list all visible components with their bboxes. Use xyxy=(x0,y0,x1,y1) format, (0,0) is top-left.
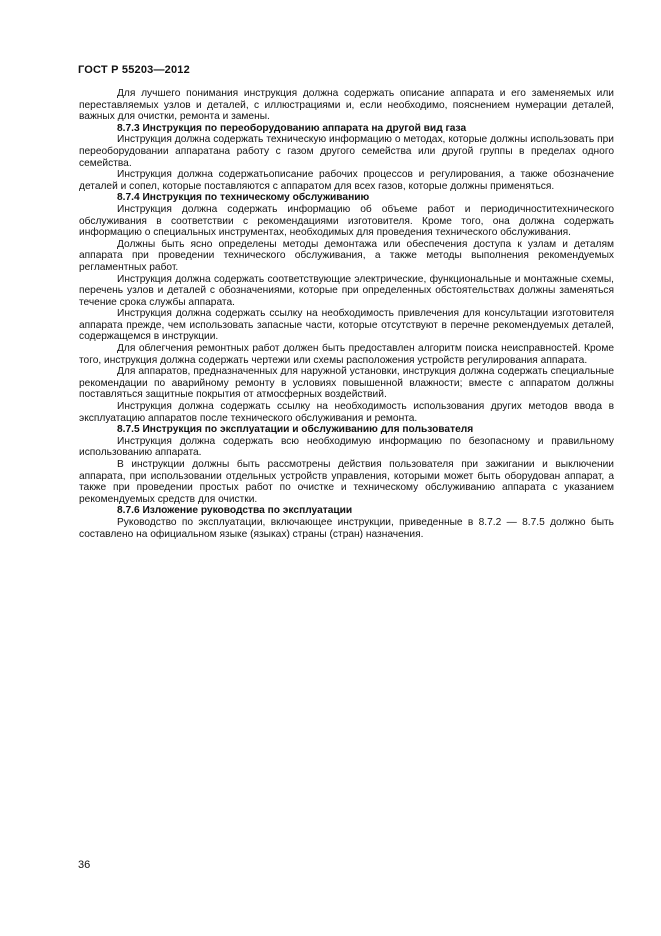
paragraph: Для лучшего понимания инструкция должна содержать описание аппарата и его заменяемых или переставляемых узлов и деталей, с иллюстрациями и, если необходимо, пояснением нумерации деталей, важных для очистки, ремонта и замены. xyxy=(79,88,614,123)
paragraph: Инструкция должна содержать техническую информацию о методах, которые должны использовать при переоборудовании аппаратана работу с газом другого семейства или другой группы в пределах одного семейства. xyxy=(79,134,614,169)
paragraph: Для облегчения ремонтных работ должен быть предоставлен алгоритм поиска неисправностей. Кроме того, инструкция должна содержать чертежи или схемы расположения устройств регулирования аппарата. xyxy=(79,343,614,366)
paragraph: Инструкция должна содержать информацию об объеме работ и периодичноститехнического обслуживания в соответствии с рекомендациями изготовителя. Кроме того, она должна содержать информацию о специальных инструментах, необходимых для проведения технического обслуживания. xyxy=(79,203,614,239)
paragraph: Руководство по эксплуатации, включающее инструкции, приведенные в 8.7.2 — 8.7.5 должно быть составлено на официальном языке (языках) страны (стран) назначения. xyxy=(79,516,614,540)
paragraph: В инструкции должны быть рассмотрены действия пользователя при зажигании и выключении аппарата, при использовании отдельных устройств управления, которыми может быть оборудован аппарат, а также при проведении простых работ по очистке и техническому обслуживанию аппарата с указанием рекомендуемых средств для очистки. xyxy=(79,459,614,505)
paragraph: Для аппаратов, предназначенных для наружной установки, инструкция должна содержать специальные рекомендации по аварийному ремонту в условиях повышенной влажности; вместе с аппаратом должны поставляться защитные покрытия от атмосферных воздействий. xyxy=(79,366,614,401)
section-heading-8-7-3: 8.7.3 Инструкция по переоборудованию аппарата на другой вид газа xyxy=(117,122,467,134)
section-heading-8-7-4: 8.7.4 Инструкция по техническому обслуживанию xyxy=(117,192,370,204)
paragraph: Инструкция должна содержатьописание рабочих процессов и регулирования, а также обозначение деталей и сопел, которые поставляются с аппаратом для всех газов, которые должны применяться. xyxy=(79,169,614,192)
paragraph: Инструкция должна содержать соответствующие электрические, функциональные и монтажные схемы, перечень узлов и деталей с обозначениями, которые при определенных обстоятельствах должны заменяться течение срока службы аппарата. xyxy=(79,273,614,308)
section-heading-8-7-5: 8.7.5 Инструкция по эксплуатации и обслуживанию для пользователя xyxy=(117,424,474,436)
section-heading-8-7-6: 8.7.6 Изложение руководства по эксплуатации xyxy=(117,505,353,517)
document-body xyxy=(79,88,614,540)
paragraph: Инструкция должна содержать ссылку на необходимость привлечения для консультации изготовителя аппарата прежде, чем использовать запасные части, которые отсутствуют в перечне рекомендуемых деталей, содержащемся в инструкции. xyxy=(79,308,614,343)
page-number: 36 xyxy=(78,859,91,871)
paragraph: Должны быть ясно определены методы демонтажа или обеспечения доступа к узлам и деталям аппарата при проведении технического обслуживания, а также методы выполнения рекомендуемых регламентных работ. xyxy=(79,238,614,273)
document-header: ГОСТ Р 55203—2012 xyxy=(78,64,190,76)
paragraph: Инструкция должна содержать ссылку на необходимость использования других методов ввода в эксплуатацию аппаратов после технического обслуживания и ремонта. xyxy=(79,401,614,424)
paragraph: Инструкция должна содержать всю необходимую информацию по безопасному и правильному использованию аппарата. xyxy=(79,435,614,459)
